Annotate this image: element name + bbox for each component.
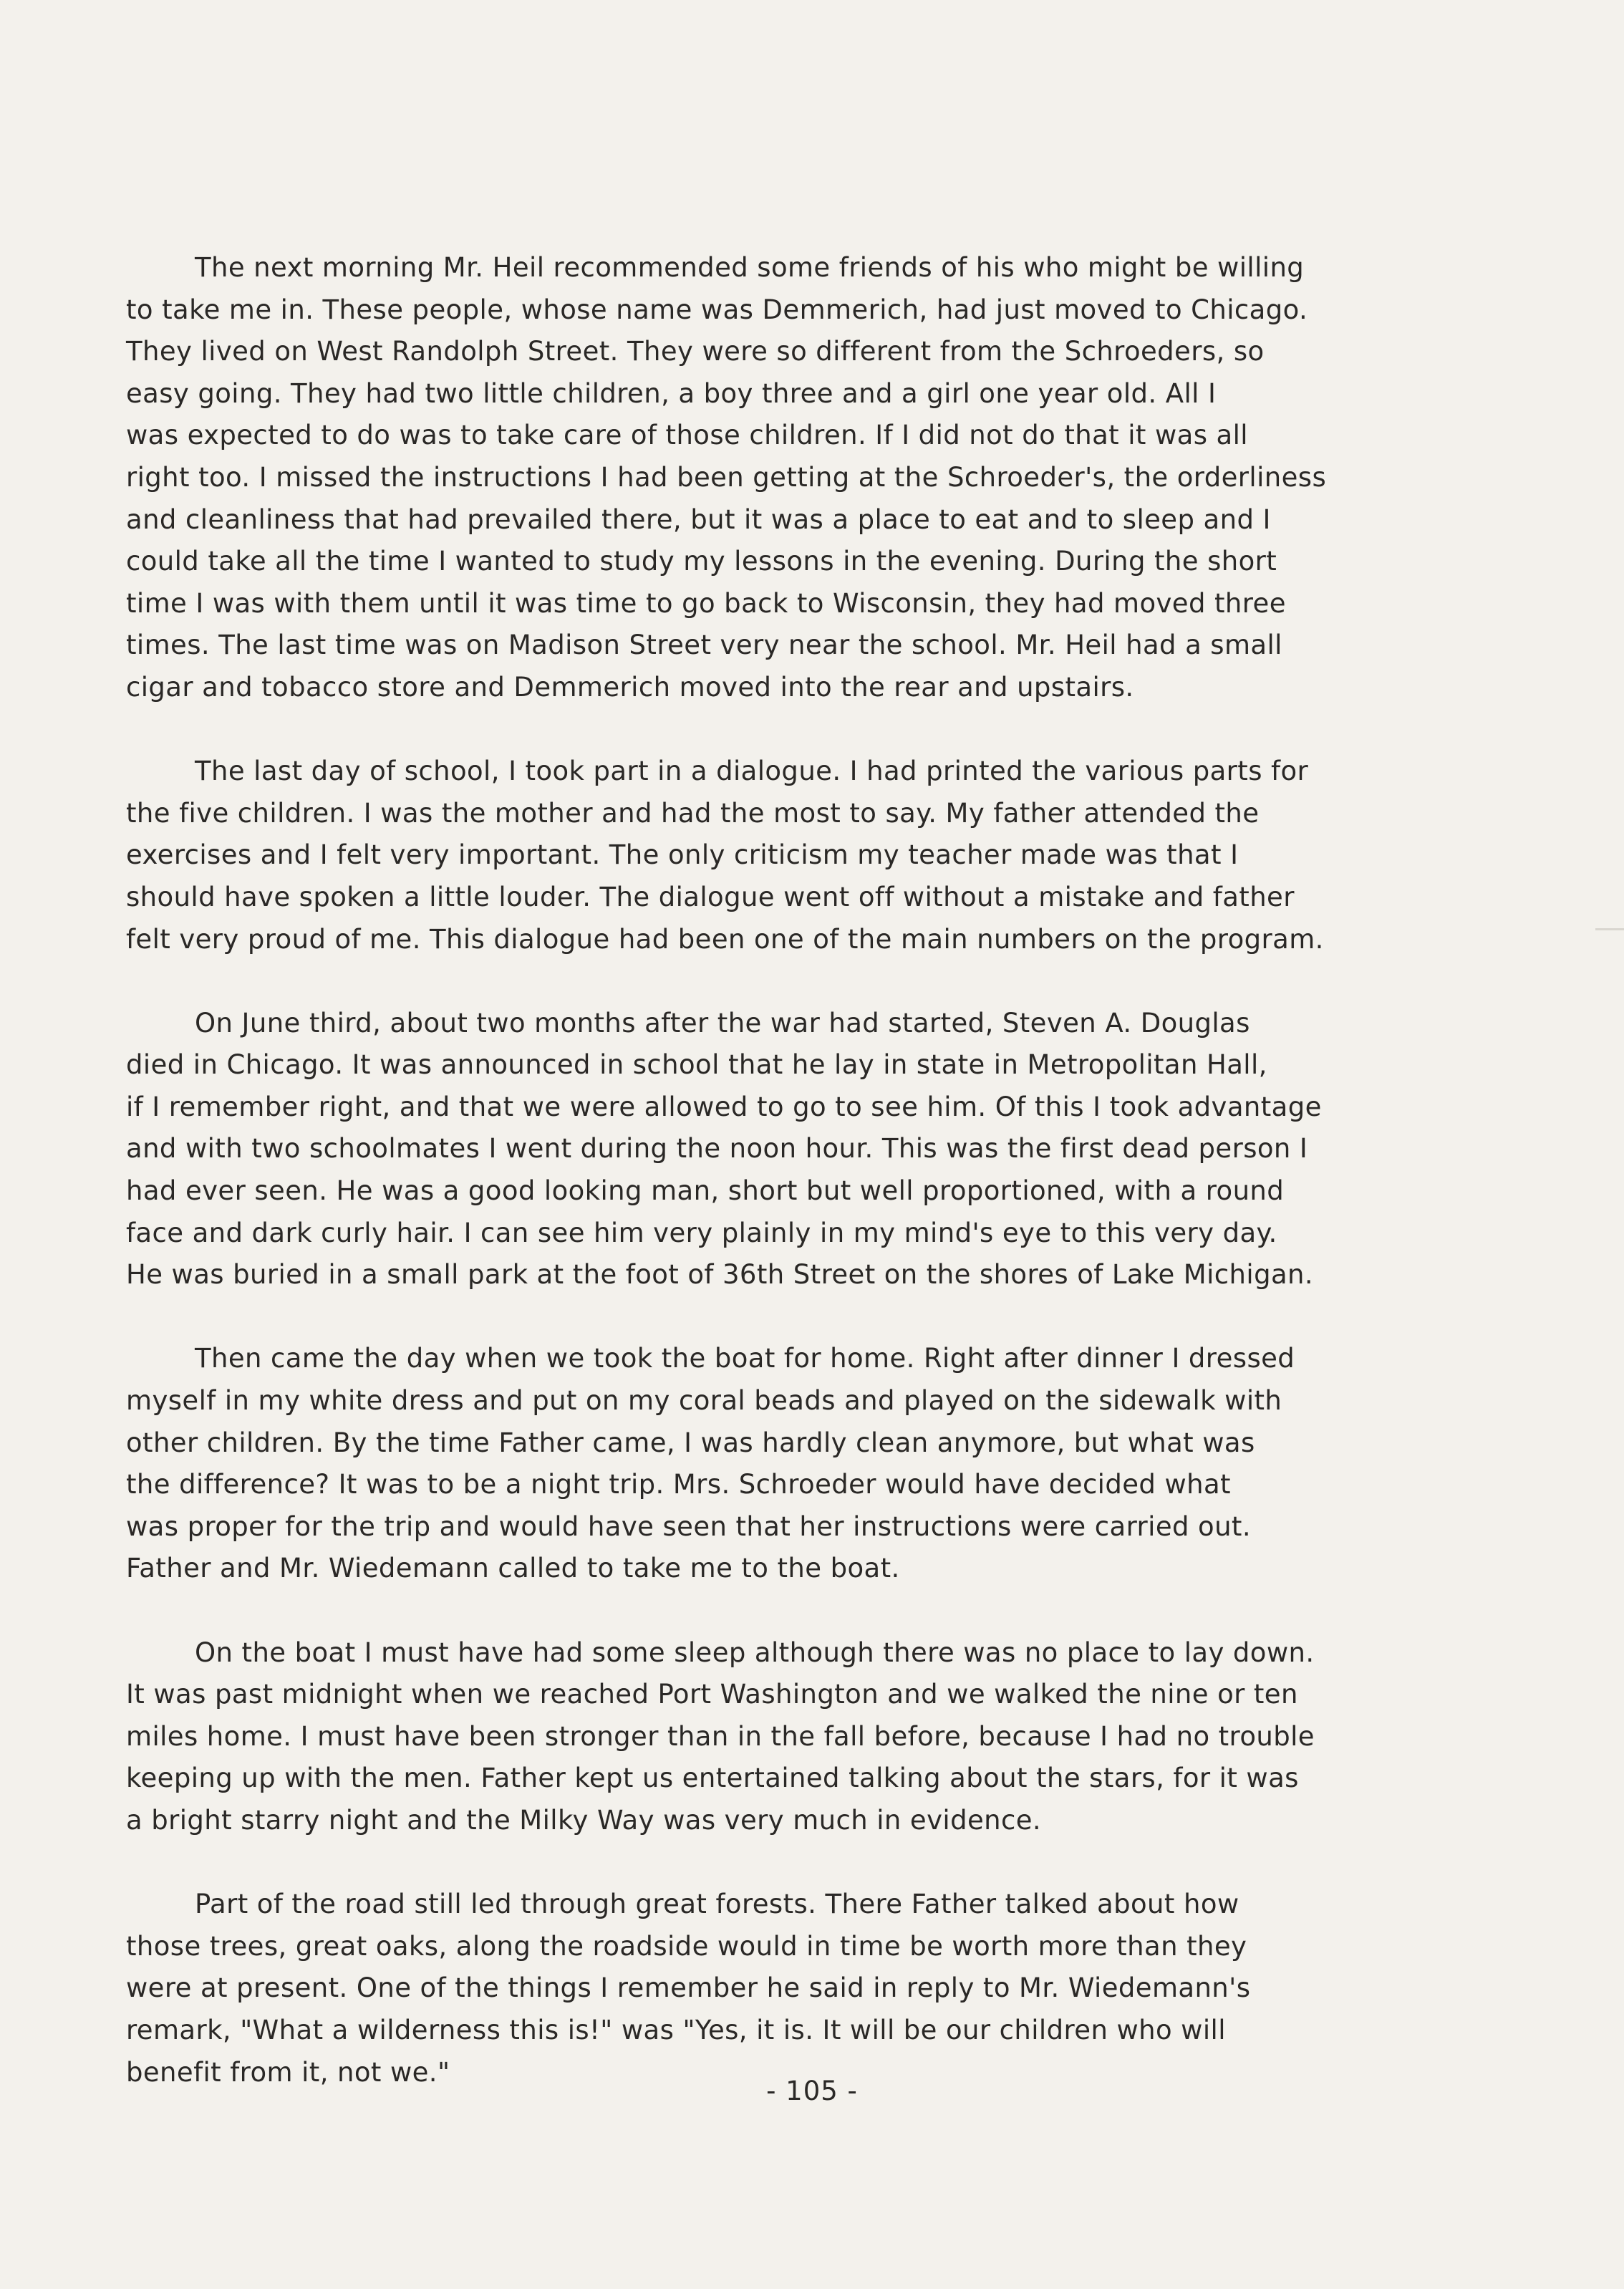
text-line: the five children. I was the mother and had the most to say. My father attended the [126, 797, 1260, 829]
text-line: Then came the day when we took the boat for home. Right after dinner I dressed [195, 1343, 1295, 1374]
paragraph [126, 751, 1522, 960]
page-number: - 105 - [766, 2076, 858, 2106]
text-line: time I was with them until it was time to go back to Wisconsin, they had moved three [126, 587, 1286, 619]
paragraph [126, 1003, 1522, 1296]
text-line: The next morning Mr. Heil recommended some friends of his who might be willing [195, 252, 1305, 283]
text-line: Father and Mr. Wiedemann called to take me to the boat. [126, 1553, 900, 1584]
text-line: remark, "What a wilderness this is!" was "Yes, it is. It will be our children who will [126, 2014, 1226, 2045]
margin-mark [1595, 928, 1624, 930]
text-line: could take all the time I wanted to study my lessons in the evening. During the short [126, 546, 1277, 577]
text-line: those trees, great oaks, along the roadside would in time be worth more than they [126, 1930, 1247, 1962]
text-line: cigar and tobacco store and Demmerich moved into the rear and upstairs. [126, 671, 1134, 703]
text-line: On the boat I must have had some sleep although there was no place to lay down. [195, 1637, 1315, 1668]
paragraph [126, 247, 1522, 709]
text-line: Part of the road still led through great forests. There Father talked about how [195, 1889, 1239, 1920]
paragraph [126, 1884, 1522, 2093]
text-line: were at present. One of the things I remember he said in reply to Mr. Wiedemann's [126, 1972, 1251, 2004]
text-line: It was past midnight when we reached Port Washington and we walked the nine or ten [126, 1679, 1298, 1710]
text-line: He was buried in a small park at the foot of 36th Street on the shores of Lake Michigan. [126, 1259, 1314, 1291]
text-line: a bright starry night and the Milky Way was very much in evidence. [126, 1804, 1042, 1836]
text-line: On June third, about two months after the war had started, Steven A. Douglas [195, 1007, 1250, 1039]
text-line: felt very proud of me. This dialogue had been one of the main numbers on the program. [126, 923, 1324, 955]
text-line: keeping up with the men. Father kept us entertained talking about the stars, for it was [126, 1763, 1299, 1794]
text-line: miles home. I must have been stronger than in the fall before, because I had no trouble [126, 1720, 1315, 1752]
text-line: and cleanliness that had prevailed there, but it was a place to eat and to sleep and I [126, 503, 1271, 535]
text-line: the difference? It was to be a night trip. Mrs. Schroeder would have decided what [126, 1469, 1231, 1500]
text-line: benefit from it, not we." [126, 2056, 450, 2088]
text-line: right too. I missed the instructions I had been getting at the Schroeder's, the orderliness [126, 461, 1327, 493]
text-line: easy going. They had two little children, a boy three and a girl one year old. All I [126, 377, 1217, 409]
body-text [126, 247, 1522, 2093]
text-line: was proper for the trip and would have seen that her instructions were carried out. [126, 1510, 1251, 1542]
text-line: They lived on West Randolph Street. They were so different from the Schroeders, so [126, 336, 1265, 367]
text-line: face and dark curly hair. I can see him very plainly in my mind's eye to this very day. [126, 1217, 1277, 1248]
text-line: other children. By the time Father came, I was hardly clean anymore, but what was [126, 1427, 1255, 1458]
text-line: The last day of school, I took part in a dialogue. I had printed the various parts for [195, 756, 1309, 787]
paragraph [126, 1338, 1522, 1590]
text-line: and with two schoolmates I went during the noon hour. This was the first dead person I [126, 1133, 1308, 1165]
text-line: if I remember right, and that we were allowed to go to see him. Of this I took advantage [126, 1091, 1322, 1122]
text-line: times. The last time was on Madison Street very near the school. Mr. Heil had a small [126, 630, 1282, 661]
text-line: was expected to do was to take care of those children. If I did not do that it was all [126, 420, 1248, 451]
text-line: to take me in. These people, whose name was Demmerich, had just moved to Chicago. [126, 294, 1308, 325]
text-line: died in Chicago. It was announced in school that he lay in state in Metropolitan Hall, [126, 1049, 1267, 1081]
text-line: myself in my white dress and put on my coral beads and played on the sidewalk with [126, 1385, 1282, 1417]
text-line: should have spoken a little louder. The dialogue went off without a mistake and father [126, 881, 1295, 912]
paragraph [126, 1632, 1522, 1842]
text-line: had ever seen. He was a good looking man, short but well proportioned, with a round [126, 1175, 1285, 1207]
text-line: exercises and I felt very important. The only criticism my teacher made was that I [126, 839, 1239, 871]
